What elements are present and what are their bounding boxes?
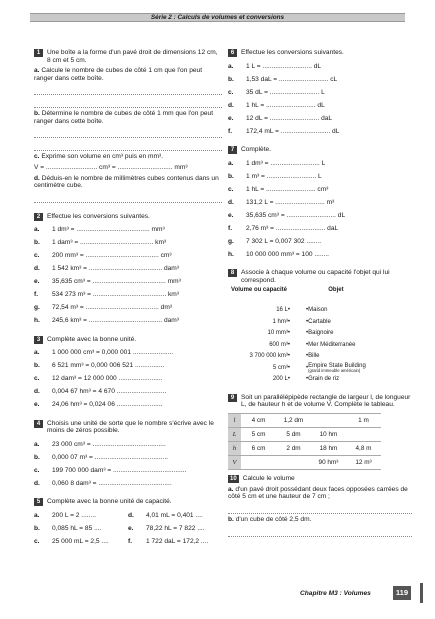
object-name: Maison <box>308 307 328 314</box>
row-label: f. <box>34 291 39 299</box>
row-label: b. <box>228 172 234 180</box>
bullet-icon: • <box>287 330 290 337</box>
exercise-4 <box>34 420 222 490</box>
row-text: 245,6 km³ = ........................................ dam³ <box>52 317 179 325</box>
row-text: 25 000 mL = 2,5 .... <box>52 537 109 545</box>
volume-item <box>228 317 290 329</box>
table-cell[interactable]: 6 cm <box>241 441 276 455</box>
conversion-row <box>34 509 128 522</box>
volume-value: 5 cm³ <box>272 364 288 371</box>
bullet-icon: • <box>287 341 290 348</box>
conversion-row <box>34 250 222 263</box>
question-label: d. <box>34 174 40 182</box>
association-columns <box>228 287 412 386</box>
exercise-title: Complète avec la bonne unité. <box>47 335 137 343</box>
object-name: Baignoire <box>308 330 334 337</box>
object-name: Mer Méditerranée <box>308 341 356 348</box>
row-header-cell: l <box>228 413 241 427</box>
table-cell[interactable] <box>346 427 381 441</box>
row-header-cell: h <box>228 441 241 455</box>
conversion-row <box>34 237 222 250</box>
row-label: a. <box>34 226 40 234</box>
row-label: e. <box>34 278 40 286</box>
answer-line <box>228 507 412 514</box>
conversion-row <box>228 196 412 209</box>
row-label: b. <box>34 524 40 532</box>
row-text: 200 mm³ = ........................................ cm³ <box>52 252 172 260</box>
volume-column <box>228 287 298 386</box>
table-cell[interactable]: 1 m <box>346 413 381 427</box>
exercise-number: 1 <box>34 49 43 57</box>
exercise-3 <box>34 336 222 412</box>
bullet-icon: • <box>306 341 309 348</box>
ex5-rows <box>34 509 222 548</box>
exercise-8 <box>228 269 412 386</box>
volume-item <box>228 351 290 363</box>
row-label: c. <box>34 375 40 383</box>
row-label: a. <box>34 511 40 519</box>
exercise-title: Associe à chaque volume ou capacité l'objet qui lui correspond. <box>241 269 390 284</box>
table-cell[interactable] <box>276 455 311 469</box>
row-text: 1 dam³ = ........................................ km³ <box>52 239 167 247</box>
volume-value: 1 hm³ <box>272 318 288 325</box>
conversion-row <box>228 86 412 99</box>
row-text: 72,54 m³ = ........................................ dm³ <box>52 304 173 312</box>
bullet-icon: • <box>306 364 309 371</box>
exercise-number: 10 <box>230 475 237 482</box>
object-item <box>306 305 366 317</box>
volume-item <box>228 305 290 317</box>
row-text: 1 hL = ........................... dL <box>246 101 325 109</box>
exercise-5 <box>34 498 222 548</box>
row-label: e. <box>228 211 234 219</box>
question-text: Déduis-en le nombre de millimètres cubes contenus dans un centimètre cube. <box>34 174 219 190</box>
row-text: 199 700 000 dam³ = ........................................ <box>52 466 187 474</box>
ex4-rows <box>34 438 222 490</box>
exercise-title: Effectue les conversions suivantes. <box>241 49 344 56</box>
row-label: f. <box>228 127 233 135</box>
conversion-row <box>34 477 222 490</box>
table-cell[interactable] <box>311 413 346 427</box>
row-label: d. <box>34 388 40 396</box>
row-text: 1 L = ........................... dL <box>246 62 322 70</box>
table-cell[interactable] <box>241 455 276 469</box>
object-name: Cartable <box>308 318 331 325</box>
row-header-cell: V <box>228 455 241 469</box>
question-text: Calcule le nombre de cubes de côté 1 cm que l'on peut ranger dans cette boîte. <box>34 67 203 82</box>
table-cell[interactable]: 5 cm <box>241 427 276 441</box>
row-text: 1 dm³ = ........................................ mm³ <box>52 226 165 234</box>
table-cell[interactable]: 4,8 m <box>346 441 381 455</box>
object-note: (grand immeuble américain) <box>308 368 361 374</box>
row-text: 10 000 000 mm³ = 100 ........ <box>246 250 330 258</box>
exercise-9 <box>228 394 412 470</box>
exercise-number: 9 <box>228 394 237 402</box>
row-text: 35,635 cm³ = ........................................ mm³ <box>52 278 181 286</box>
row-header-cell: L <box>228 427 241 441</box>
row-label: a. <box>228 159 234 167</box>
conversion-row <box>34 386 222 399</box>
bullet-icon: • <box>306 318 309 325</box>
row-label: c. <box>34 252 40 260</box>
exercise-number: 4 <box>34 420 43 428</box>
exercise-title: Soit un parallélépipède rectangle de largeur l, de longueur L, de hauteur h et de volume V. Complète le tableau. <box>241 393 411 409</box>
exercise-intro: Une boîte a la forme d'un pavé droit de dimensions 12 cm, 8 cm et 5 cm. <box>47 49 218 64</box>
row-label: b. <box>34 362 40 370</box>
bullet-icon: • <box>287 364 290 371</box>
exercise-title: Effectue les conversions suivantes. <box>47 212 150 220</box>
conversion-row <box>228 209 412 222</box>
exercise-title: Calcule le volume <box>242 474 295 482</box>
object-name: Grain de riz <box>308 376 340 383</box>
column-header: Volume ou capacité <box>231 287 287 294</box>
conversion-row <box>128 509 222 522</box>
conversion-row <box>228 125 412 138</box>
row-text: 1 m³ = ........................... L <box>246 172 322 180</box>
table-cell[interactable]: 10 hm <box>311 427 346 441</box>
question-label: c. <box>34 153 40 161</box>
conversion-row <box>228 183 412 196</box>
table-row <box>228 455 381 469</box>
page-edge-bar <box>420 583 423 603</box>
row-label: d. <box>34 479 40 487</box>
row-text: 1 dm³ = ........................... L <box>246 159 326 167</box>
conversion-row <box>228 248 412 261</box>
exercise-number: 2 <box>34 213 43 221</box>
conversion-row <box>228 157 412 170</box>
ex6-rows <box>228 60 412 138</box>
row-text: 1 722 daL = 172,2 .... <box>146 537 209 545</box>
question-text: d'un cube de côté 2,5 dm. <box>235 515 312 523</box>
object-item <box>306 374 366 386</box>
page-header: Série 2 : Calculs de volumes et conversions <box>30 13 405 22</box>
exercise-10 <box>228 475 412 537</box>
row-text: 23 000 cm³ = ........................................ <box>52 440 166 448</box>
bullet-icon: • <box>306 353 309 360</box>
answer-line <box>34 196 222 203</box>
object-name: Bille <box>308 353 320 360</box>
dimensions-table <box>228 413 381 470</box>
conversion-row <box>34 451 222 464</box>
row-label: a. <box>34 440 40 448</box>
table-cell[interactable]: 12 m³ <box>346 455 381 469</box>
row-label: g. <box>228 237 234 245</box>
row-text: 1,53 daL = ........................... cL <box>246 75 338 83</box>
exercise-number: 5 <box>34 498 43 506</box>
row-text: 2,76 m³ = ........................... daL <box>246 224 339 232</box>
bullet-icon: • <box>306 376 309 383</box>
row-text: 35 dL = ........................... L <box>246 88 325 96</box>
left-column <box>34 49 222 548</box>
table-cell[interactable]: 2 dm <box>276 441 311 455</box>
row-label: d. <box>128 511 134 519</box>
volume-line: V = ............................ cm³ = .............................. mm³ <box>34 164 188 172</box>
conversion-row <box>228 73 412 86</box>
answer-line <box>228 530 412 537</box>
answer-line <box>34 88 222 95</box>
conversion-row <box>128 522 222 535</box>
bullet-icon: • <box>306 307 309 314</box>
conversion-row <box>34 289 222 302</box>
column-header: Objet <box>328 287 344 294</box>
row-label: h. <box>34 317 40 325</box>
object-item <box>306 351 366 363</box>
row-text: 0,004 67 hm³ = 4 670 ........................... <box>52 388 167 396</box>
question-text: Exprime son volume en cm³ puis en mm³. <box>41 153 163 161</box>
conversion-row <box>228 112 412 125</box>
volume-item <box>228 340 290 352</box>
bullet-icon: • <box>287 353 290 360</box>
table-cell[interactable]: 18 hm <box>311 441 346 455</box>
question-label: b. <box>228 515 234 523</box>
row-text: 35,635 cm³ = ........................... dL <box>246 211 346 219</box>
row-text: 1 hL = ........................... cm³ <box>246 185 329 193</box>
row-label: f. <box>128 537 133 545</box>
row-label: b. <box>228 75 234 83</box>
conversion-row <box>34 263 222 276</box>
object-item <box>306 328 366 340</box>
row-text: 24,06 hm³ = 0,024 06 ......................... <box>52 401 163 409</box>
row-label: g. <box>34 304 40 312</box>
row-text: 1 000 000 cm³ = 0,000 001 ...................... <box>52 349 174 357</box>
question-label: a. <box>228 485 234 493</box>
volume-value: 3 700 000 km³ <box>249 353 288 360</box>
row-label: b. <box>34 239 40 247</box>
row-text: 131,2 L = ........................... m³ <box>246 198 335 206</box>
row-text: 0,060 8 dam³ = ........................................ <box>52 479 172 487</box>
table-row <box>228 413 381 427</box>
chapter-footer: Chapitre M3 : Volumes <box>300 590 371 597</box>
row-label: f. <box>228 224 233 232</box>
exercise-number: 8 <box>228 269 237 277</box>
bullet-icon: • <box>306 330 309 337</box>
row-label: d. <box>228 101 234 109</box>
answer-line <box>34 101 222 108</box>
exercise-6 <box>228 49 412 138</box>
table-row <box>228 427 381 441</box>
question-text: Détermine le nombre de cubes de côté 1 mm que l'on peut ranger dans cette boîte. <box>34 110 214 125</box>
row-label: b. <box>34 453 40 461</box>
object-name: Empire State Building <box>308 362 366 369</box>
object-item <box>306 340 366 352</box>
conversion-row <box>228 60 412 73</box>
ex3-rows <box>34 347 222 412</box>
exercise-number: 6 <box>228 49 237 57</box>
exercise-title: Complète avec la bonne unité de capacité. <box>47 497 172 505</box>
row-label: d. <box>228 198 234 206</box>
answer-line <box>34 131 222 138</box>
row-label: c. <box>228 185 234 193</box>
table-cell[interactable]: 90 hm³ <box>311 455 346 469</box>
conversion-row <box>34 464 222 477</box>
volume-value: 16 L <box>276 307 288 314</box>
row-label: c. <box>228 88 234 96</box>
conversion-row <box>34 399 222 412</box>
conversion-row <box>34 302 222 315</box>
row-text: 172,4 mL = ........................... dL <box>246 127 340 135</box>
conversion-row <box>34 360 222 373</box>
row-label: h. <box>228 250 234 258</box>
bullet-icon: • <box>287 376 290 383</box>
volume-value: 600 m³ <box>269 341 288 348</box>
conversion-row <box>34 224 222 237</box>
row-text: 12 dL = ........................... daL <box>246 114 333 122</box>
question-label: b. <box>34 110 40 118</box>
conversion-row <box>34 347 222 360</box>
conversion-row <box>34 373 222 386</box>
question-text: d'un pavé droit possédant deux faces opposées carrées de côté 5 cm et une hauteur de 7 cm ; <box>228 485 408 501</box>
object-column <box>298 287 366 386</box>
exercise-number: 3 <box>34 336 43 344</box>
conversion-row <box>34 535 128 548</box>
row-label: c. <box>34 466 40 474</box>
conversion-row <box>228 222 412 235</box>
table-cell[interactable]: 4 cm <box>241 413 276 427</box>
row-text: 7 302 L = 0,007 302 ........ <box>246 237 322 245</box>
row-text: 4,01 mL = 0,401 .... <box>146 511 203 519</box>
conversion-row <box>34 276 222 289</box>
ex7-rows <box>228 157 412 261</box>
row-label: c. <box>34 537 40 545</box>
table-cell[interactable]: 5 dm <box>276 427 311 441</box>
table-cell[interactable]: 1,2 dm <box>276 413 311 427</box>
volume-value: 200 L <box>272 376 288 383</box>
row-label: e. <box>228 114 234 122</box>
volume-item <box>228 328 290 340</box>
bullet-icon: • <box>287 307 290 314</box>
exercise-1 <box>34 49 222 203</box>
exercise-7 <box>228 146 412 261</box>
conversion-row <box>34 438 222 451</box>
conversion-row <box>228 99 412 112</box>
conversion-row <box>34 522 128 535</box>
page-number: 119 <box>393 586 411 600</box>
row-label: e. <box>128 524 134 532</box>
row-label: a. <box>228 62 234 70</box>
row-text: 0,000 07 m³ = ........................................ <box>52 453 168 461</box>
exercise-number: 7 <box>228 146 237 154</box>
answer-line <box>34 144 222 151</box>
volume-value: 10 mm³ <box>267 330 288 337</box>
row-label: d. <box>34 265 40 273</box>
table-row <box>228 441 381 455</box>
exercise-title: Choisis une unité de sorte que le nombre s'écrive avec le moins de zéros possible. <box>47 419 214 435</box>
question-label: a. <box>34 67 40 75</box>
right-column <box>228 49 412 539</box>
ex2-rows <box>34 224 222 328</box>
volume-item <box>228 363 290 375</box>
row-text: 1 542 km³ = ........................................ dam³ <box>52 265 179 273</box>
conversion-row <box>128 535 222 548</box>
row-text: 0,085 hL = 85 .... <box>52 524 102 532</box>
volume-item <box>228 374 290 386</box>
conversion-row <box>228 235 412 248</box>
row-text: 534 273 m³ = ........................................ km³ <box>52 291 179 299</box>
row-text: 78,22 hL = 7 822 .... <box>146 524 205 532</box>
bullet-icon: • <box>287 318 290 325</box>
exercise-title: Complète. <box>241 146 272 153</box>
object-item <box>306 363 366 375</box>
row-label: e. <box>34 401 40 409</box>
row-text: 6 521 mm³ = 0,000 006 521 ................ <box>52 362 165 370</box>
row-text: 12 dam³ = 12 000 000 ........................ <box>52 375 163 383</box>
object-item <box>306 317 366 329</box>
row-label: a. <box>34 349 40 357</box>
conversion-row <box>228 170 412 183</box>
conversion-row <box>34 315 222 328</box>
exercise-2 <box>34 213 222 328</box>
row-text: 200 L = 2 ........ <box>52 511 96 519</box>
